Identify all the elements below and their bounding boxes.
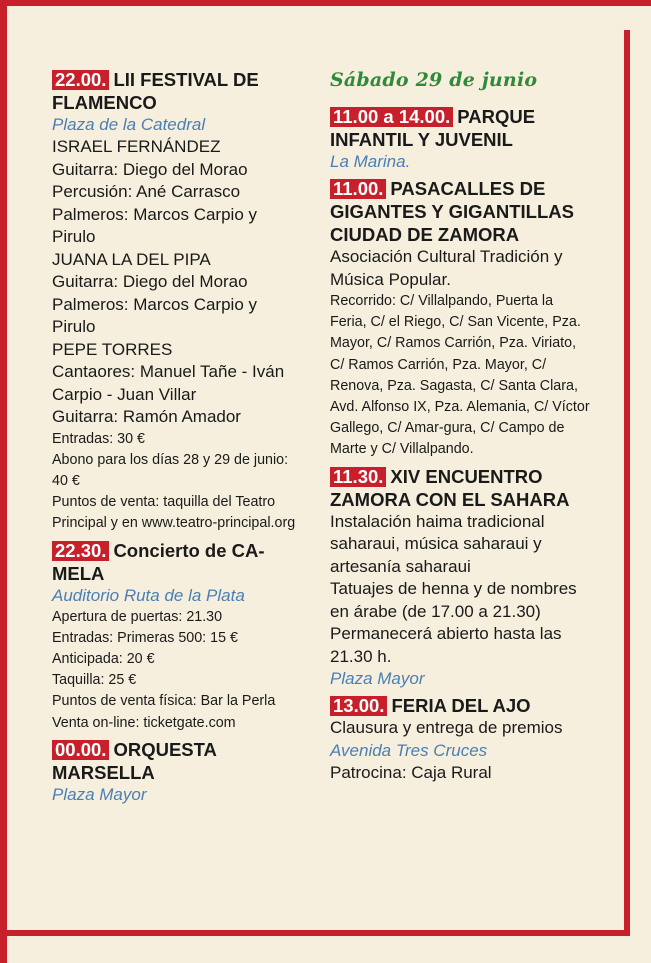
detail-line: Palmeros: Marcos Carpio y Pirulo xyxy=(52,204,258,246)
info-line: Entradas: 30 € xyxy=(52,430,145,447)
event-heading xyxy=(330,177,592,246)
event-venue: Plaza Mayor xyxy=(52,784,147,804)
event-flamenco xyxy=(52,68,302,535)
event-heading xyxy=(52,68,302,114)
info-line: Abono para los días 28 y 29 de junio: 40 € xyxy=(52,451,289,489)
event-venue: Plaza de la Catedral xyxy=(52,115,206,134)
event-title: XIV ENCUENTRO ZAMORA CON EL SAHARA xyxy=(330,465,570,510)
info-line: Apertura de puertas: 21.30 xyxy=(52,608,223,625)
detail-line: Cantaores: Manuel Tañe - Iván Carpio - Juan Villar xyxy=(52,362,285,404)
event-heading xyxy=(52,738,302,784)
event-time: 11.30. xyxy=(330,467,386,487)
info-line: Entradas: Primeras 500: 15 € xyxy=(52,629,238,646)
event-time: 11.00 a 14.00. xyxy=(330,107,453,127)
event-venue: Auditorio Ruta de la Plata xyxy=(52,585,245,605)
event-time: 22.30. xyxy=(52,541,109,561)
info-line: Anticipada: 20 € xyxy=(52,650,155,667)
detail-line: Percusión: Ané Carrasco xyxy=(52,182,241,201)
info-line: Venta on-line: ticketgate.com xyxy=(52,714,236,731)
event-heading xyxy=(330,694,592,717)
detail-line: Guitarra: Ramón Amador xyxy=(52,407,241,426)
right-column xyxy=(330,68,592,788)
event-camela xyxy=(52,539,302,734)
event-orquesta xyxy=(52,738,302,806)
event-title: LII FESTIVAL DE FLAMENCO xyxy=(52,69,259,113)
event-title: FERIA DEL AJO xyxy=(391,695,531,717)
detail-line: PEPE TORRES xyxy=(52,339,173,359)
day-heading: Sábado 29 de junio xyxy=(330,69,538,91)
event-pasacalles xyxy=(330,177,592,461)
event-time: 00.00. xyxy=(52,740,109,760)
event-parque xyxy=(330,105,592,173)
info-line: Puntos de venta física: Bar la Perla xyxy=(52,693,276,710)
event-venue: La Marina. xyxy=(330,152,411,171)
detail-line: Asociación Cultural Tradición y Música Popular. xyxy=(330,247,563,289)
event-heading xyxy=(330,465,592,511)
detail-line: Permanecerá abierto hasta las 21.30 h. xyxy=(330,624,562,666)
event-heading xyxy=(330,105,592,151)
event-heading xyxy=(52,539,302,585)
frame-right-bar xyxy=(624,30,630,933)
event-title: PARQUE INFANTIL Y JUVENIL xyxy=(330,106,536,150)
event-venue: Avenida Tres Cruces xyxy=(330,740,488,760)
event-title: PASACALLES DE GIGANTES Y GIGANTILLAS CIUDAD DE ZAMORA xyxy=(330,178,574,245)
detail-line: Instalación haima tradicional saharaui, música saharaui y artesanía saharaui xyxy=(330,511,545,576)
detail-line: JUANA LA DEL PIPA xyxy=(52,249,211,269)
detail-line: Tatuajes de henna y de nombres en árabe (de 17.00 a 21.30) xyxy=(330,579,577,621)
event-time: 13.00. xyxy=(330,696,387,716)
event-time: 22.00. xyxy=(52,70,109,90)
event-title: Concierto de CA-MELA xyxy=(52,539,265,584)
event-sahara xyxy=(330,465,592,691)
frame-top-bar xyxy=(0,0,651,6)
frame-bottom-bar xyxy=(0,930,630,936)
event-time: 11.00. xyxy=(330,179,386,199)
info-line: Puntos de venta: taquilla del Teatro Principal y en www.teatro-principal.org xyxy=(52,494,296,532)
detail-line: ISRAEL FERNÁNDEZ xyxy=(52,137,221,156)
frame-left-bar xyxy=(0,0,7,963)
event-title: ORQUESTA MARSELLA xyxy=(52,738,217,783)
detail-line: Guitarra: Diego del Morao xyxy=(52,159,248,179)
detail-line: Patrocina: Caja Rural xyxy=(330,762,492,782)
event-feria-ajo xyxy=(330,694,592,784)
detail-line: Palmeros: Marcos Carpio y Pirulo xyxy=(52,294,258,336)
detail-line: Clausura y entrega de premios xyxy=(330,718,563,738)
info-line: Recorrido: C/ Villalpando, Puerta la Feria, C/ el Riego, C/ San Vicente, Pza. Mayor, C/ Ramos Carrión, Pza. Viriato, C/ Ramos Carrión, Pza. Mayor, C/ Renova, Pza. Sagasta, C/ Santa Clara, Avd. Alfonso IX, Pza. Alemania, C/ Víctor Gallego, C/ Amar-gura, C/ Campo de Marte y C/ Villalpando. xyxy=(330,293,590,458)
left-column xyxy=(52,68,302,810)
event-venue: Plaza Mayor xyxy=(330,669,425,689)
detail-line: Guitarra: Diego del Morao xyxy=(52,272,248,291)
info-line: Taquilla: 25 € xyxy=(52,672,137,689)
